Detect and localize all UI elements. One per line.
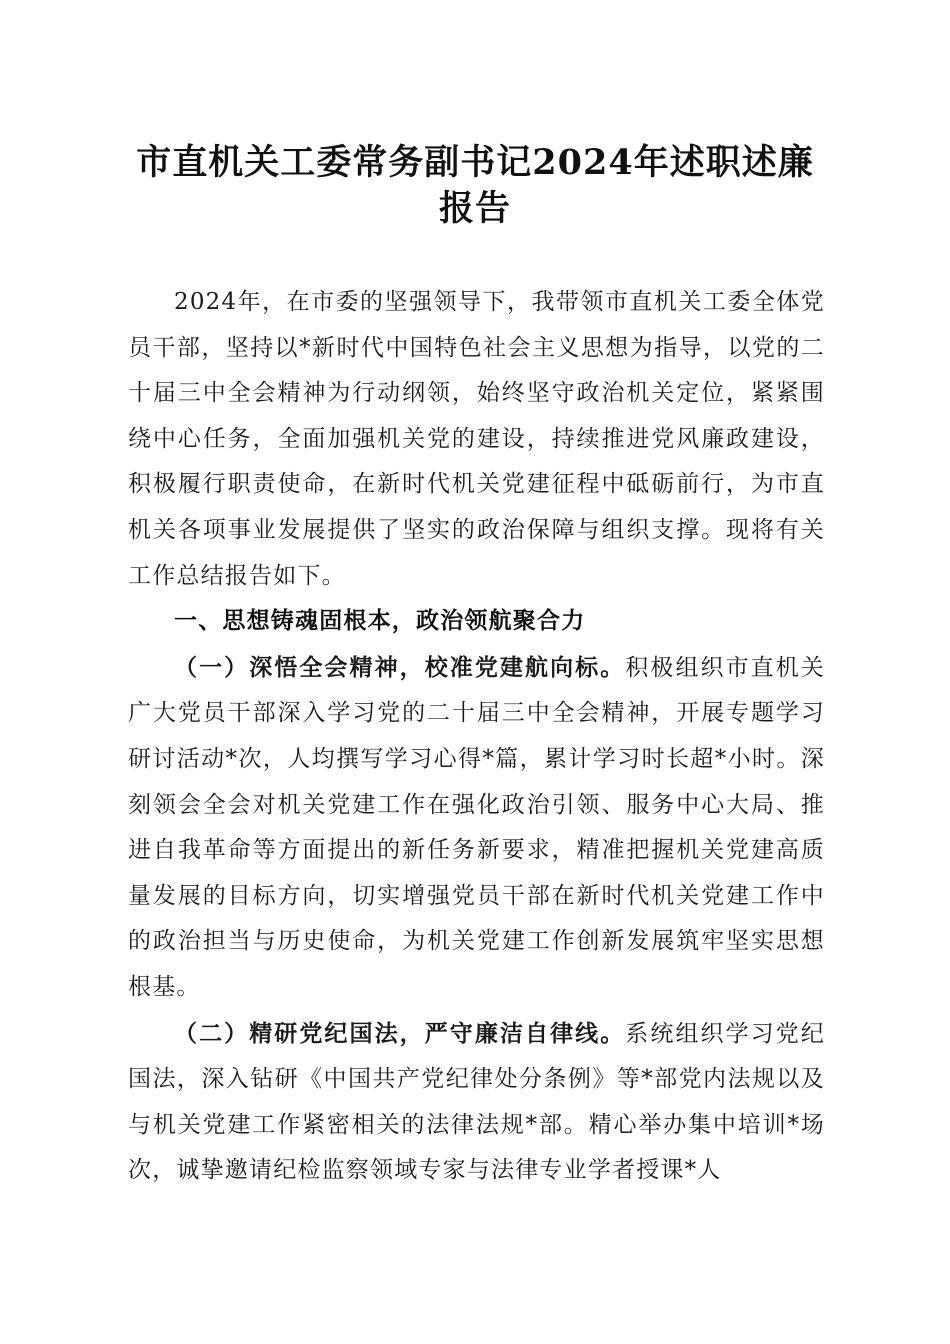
document-title: 市直机关工委常务副书记2024年述职述廉报告 bbox=[136, 142, 814, 229]
document-body bbox=[128, 280, 825, 1194]
intro-paragraph: 2024年，在市委的坚强领导下，我带领市直机关工委全体党员干部，坚持以*新时代中国特色社会主义思想为指导，以党的二十届三中全会精神为行动纲领，始终坚守政治机关定位，紧紧围绕中心任务，全面加强机关党的建设，持续推进党风廉政建设，积极履行职责使命，在新时代机关党建征程中砥砺前行，为市直机关各项事业发展提供了坚实的政治保障与组织支撑。现将有关工作总结报告如下。 bbox=[128, 289, 825, 589]
item-text-2: 系统组织学习党纪国法，深入钻研《中国共产党纪律处分条例》等*部党内法规以及与机关党建工作紧密相关的法律法规*部。精心举办集中培训*场次，诚挚邀请纪检监察领域专家与法律专业学者授课*人 bbox=[128, 1020, 825, 1184]
item-title-1: （一）深悟全会精神，校准党建航向标。 bbox=[174, 653, 626, 681]
item-text-1: 积极组织市直机关广大党员干部深入学习党的二十届三中全会精神，开展专题学习研讨活动*次，人均撰写学习心得*篇，累计学习时长超*小时。深刻领会全会对机关党建工作在强化政治引领、服务中心大局、推进自我革命等方面提出的新任务新要求，精准把握机关党建高质量发展的目标方向，切实增强党员干部在新时代机关党建工作中的政治担当与历史使命，为机关党建工作创新发展筑牢坚实思想根基。 bbox=[128, 654, 825, 1000]
item-paragraph-1 bbox=[128, 645, 825, 1011]
item-paragraph-2 bbox=[128, 1011, 825, 1194]
item-title-2: （二）精研党纪国法，严守廉洁自律线。 bbox=[174, 1019, 626, 1047]
section-heading: 一、思想铸魂固根本，政治领航聚合力 bbox=[174, 608, 586, 635]
